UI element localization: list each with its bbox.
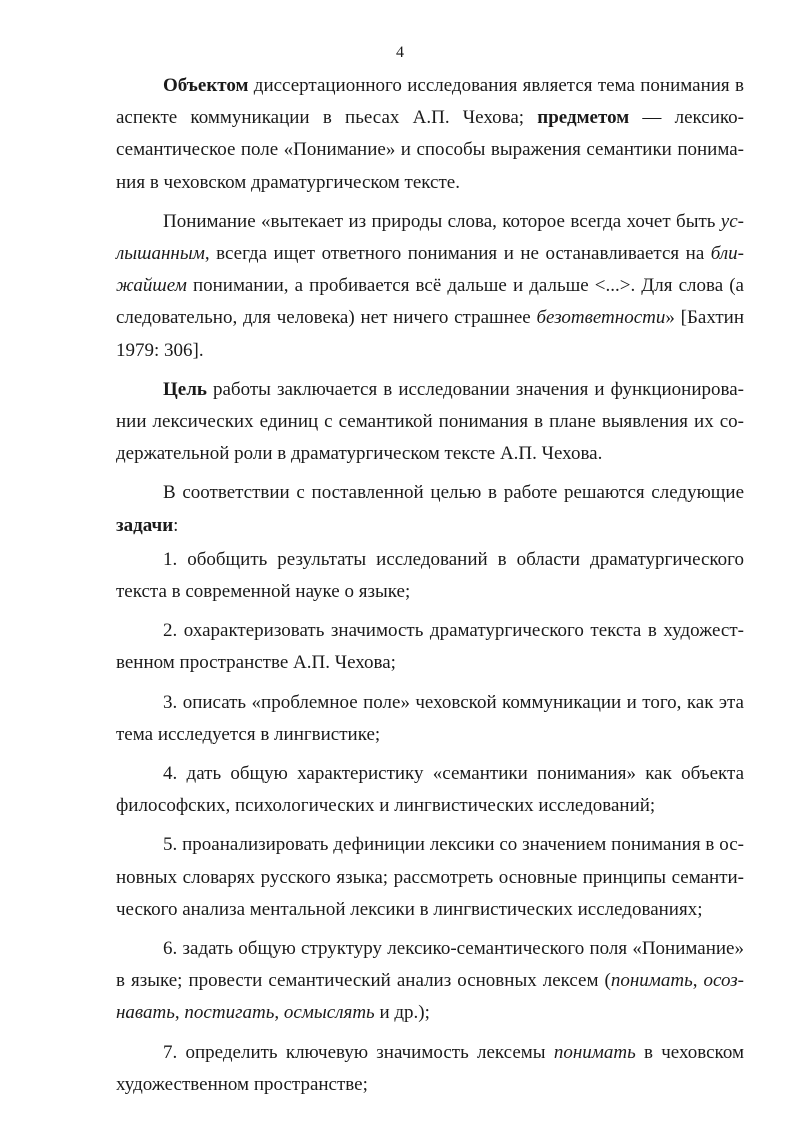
- text-span: В соответствии с поставленной целью в работе решаются следующие: [163, 482, 744, 504]
- italic-span: услышанным: [116, 210, 744, 265]
- italic-span: понимать: [553, 1041, 636, 1063]
- italic-span: ближайшем: [116, 243, 744, 297]
- text-span: работы заключается в исследовании значения и функционировании лексических единиц с семантикой понимания в плане выявления их содержательной роли в драматургическом тексте А.П. Чехова.: [116, 378, 744, 465]
- italic-span: безответности: [536, 307, 666, 329]
- italic-span: осознавать: [116, 970, 744, 1024]
- text-span: диссертационного исследования является тема понимания в аспекте коммуникации в пьесах А.П. Чехова;: [116, 75, 744, 129]
- page-number: 4: [396, 44, 404, 61]
- task-item-3: 3. описать «проблемное поле» чеховской коммуникации и того, как эта тема исследуется в лингвистике;: [116, 691, 744, 745]
- text-span: :: [173, 514, 179, 536]
- paragraph-bakhtin-quote: [116, 206, 744, 367]
- text-span: — лексико-семантическое поле «Понимание» и способы выражения семантики понимания в чеховском драматургическом тексте.: [116, 107, 745, 193]
- task-item-4: 4. дать общую характеристику «семантики понимания» как объекта философских, психологических и лингвистических исследований;: [116, 763, 744, 817]
- italic-span: осмыслять: [283, 1002, 375, 1024]
- term-object: Объектом: [163, 75, 249, 96]
- document-body: [116, 70, 744, 1108]
- term-goal: Цель: [163, 378, 207, 400]
- text-span: и др.);: [374, 1002, 430, 1024]
- paragraph-object-subject: [116, 70, 744, 199]
- text-span: ,: [174, 1002, 185, 1024]
- text-span: , всегда ищет ответного понимания и не останавливается на: [204, 243, 711, 265]
- text-span: » [Бахтин 1979: 306].: [116, 307, 744, 361]
- italic-span: постигать: [184, 1002, 275, 1024]
- task-item-7: [116, 1037, 744, 1101]
- paragraph-goal: [116, 374, 744, 471]
- text-span: 6. задать общую структуру лексико-семантического поля «Понимание» в языке; провести семантический анализ основных лексем (: [116, 938, 744, 992]
- italic-span: понимать: [610, 970, 693, 992]
- task-item-5: 5. проанализировать дефиниции лексики со значением понимания в основных словарях русского языка; рассмотреть основные принципы семантического анализа ментальной лексики в лингвистических исследованиях;: [116, 834, 744, 920]
- text-span: в чеховском художественном пространстве;: [116, 1041, 744, 1095]
- task-item-1: 1. обобщить результаты исследований в области драматургического текста в современной науке о языке;: [116, 548, 744, 603]
- term-tasks: задачи: [116, 514, 174, 536]
- term-subject: предметом: [537, 107, 630, 129]
- text-span: ,: [692, 970, 704, 992]
- text-span: понимании, а пробивается всё дальше и дальше <...>. Для слова (а следовательно, для человека) нет ничего страшнее: [116, 275, 744, 329]
- paragraph-tasks-intro: [116, 477, 744, 541]
- task-item-2: 2. охарактеризовать значимость драматургического текста в художественном пространстве А.П. Чехова;: [116, 620, 744, 674]
- text-span: Понимание «вытекает из природы слова, которое всегда хочет быть: [163, 210, 721, 232]
- text-span: 7. определить ключевую значимость лексемы: [163, 1041, 554, 1063]
- text-span: ,: [274, 1002, 284, 1024]
- task-item-6: [116, 933, 744, 1030]
